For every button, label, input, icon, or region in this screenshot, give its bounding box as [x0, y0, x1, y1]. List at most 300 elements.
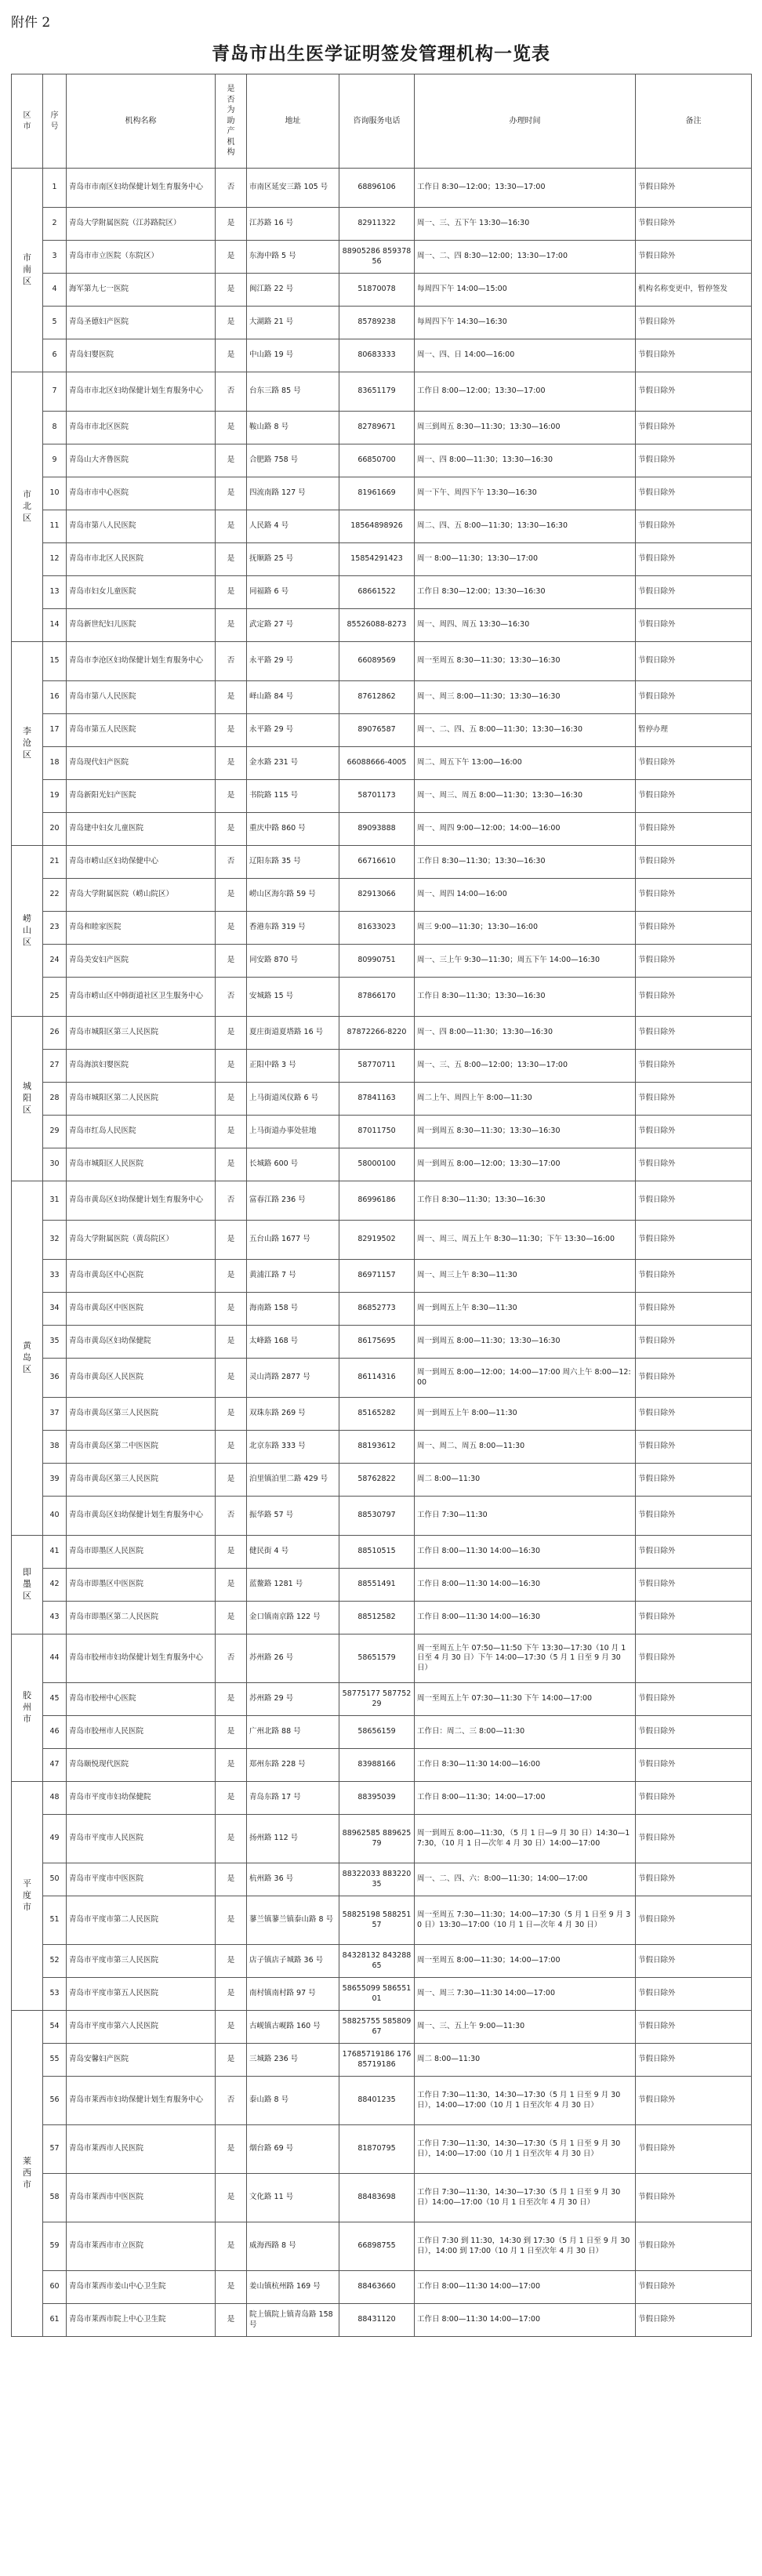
note-cell: 节假日除外	[636, 681, 752, 714]
hours-cell: 周一、四、日 14:00—16:00	[415, 339, 636, 372]
name-cell: 海军第九七一医院	[67, 274, 216, 307]
note-cell: 节假日除外	[636, 1083, 752, 1116]
hours-cell: 周一、三上午 9:30—11:30；周五下午 14:00—16:30	[415, 945, 636, 978]
address-cell: 长城路 600 号	[247, 1148, 339, 1181]
note-cell: 节假日除外	[636, 912, 752, 945]
hours-cell: 周一、周二、周五 8:00—11:30	[415, 1431, 636, 1464]
address-cell: 苏州路 29 号	[247, 1683, 339, 1716]
phone-cell: 85165282	[339, 1398, 415, 1431]
address-cell: 泰山路 8 号	[247, 2077, 339, 2125]
midwifery-cell: 是	[216, 1782, 247, 1815]
note-cell: 节假日除外	[636, 1749, 752, 1782]
name-cell: 青岛市黄岛区中医医院	[67, 1293, 216, 1326]
address-cell: 东海中路 5 号	[247, 241, 339, 274]
table-row	[12, 1326, 752, 1359]
table-row	[12, 1050, 752, 1083]
midwifery-cell: 是	[216, 1815, 247, 1863]
midwifery-cell: 是	[216, 1116, 247, 1148]
address-cell: 古岘镇古岘路 160 号	[247, 2011, 339, 2044]
note-cell: 节假日除外	[636, 241, 752, 274]
address-cell: 金口镇南京路 122 号	[247, 1602, 339, 1634]
midwifery-cell: 是	[216, 681, 247, 714]
phone-cell: 58770711	[339, 1050, 415, 1083]
phone-cell: 86971157	[339, 1260, 415, 1293]
note-cell: 节假日除外	[636, 1945, 752, 1978]
table-row	[12, 2125, 752, 2174]
table-row	[12, 1148, 752, 1181]
hours-cell: 周二、四、五 8:00—11:30；13:30—16:30	[415, 510, 636, 543]
phone-cell: 81870795	[339, 2125, 415, 2174]
table-row	[12, 412, 752, 444]
table-row	[12, 1863, 752, 1896]
address-cell: 江苏路 16 号	[247, 208, 339, 241]
hours-cell: 工作日 8:30—11:30；13:30—16:30	[415, 1181, 636, 1221]
address-cell: 人民路 4 号	[247, 510, 339, 543]
note-cell: 节假日除外	[636, 1863, 752, 1896]
address-cell: 大湖路 21 号	[247, 307, 339, 339]
table-row	[12, 1978, 752, 2011]
seq-cell: 49	[43, 1815, 67, 1863]
address-cell: 威海西路 8 号	[247, 2222, 339, 2271]
district-cell	[12, 1536, 43, 1634]
address-cell: 振华路 57 号	[247, 1497, 339, 1536]
seq-cell: 61	[43, 2304, 67, 2337]
seq-cell: 2	[43, 208, 67, 241]
table-row	[12, 1116, 752, 1148]
seq-cell: 56	[43, 2077, 67, 2125]
table-row	[12, 1945, 752, 1978]
name-cell: 青岛市即墨区中医医院	[67, 1569, 216, 1602]
header-address: 地址	[247, 74, 339, 169]
note-cell: 节假日除外	[636, 1896, 752, 1945]
hours-cell: 周一至周五上午 07:50—11:50 下午 13:30—17:30（10 月 1 日至 4 月 30 日）下午 14:00—17:30（5 月 1 日至 9 月 30 日）	[415, 1634, 636, 1683]
phone-cell: 80990751	[339, 945, 415, 978]
district-label: 市南区	[23, 252, 31, 286]
address-cell: 扬州路 112 号	[247, 1815, 339, 1863]
address-cell: 金水路 231 号	[247, 747, 339, 780]
header-district: 区市	[12, 74, 43, 169]
phone-cell: 88510515	[339, 1536, 415, 1569]
seq-cell: 41	[43, 1536, 67, 1569]
name-cell: 青岛市崂山区妇幼保健中心	[67, 846, 216, 879]
hours-cell: 工作日 8:30—11:30 14:00—16:00	[415, 1749, 636, 1782]
table-row	[12, 576, 752, 609]
phone-cell: 80683333	[339, 339, 415, 372]
midwifery-cell: 是	[216, 1431, 247, 1464]
district-cell	[12, 1017, 43, 1181]
phone-cell: 15854291423	[339, 543, 415, 576]
seq-cell: 8	[43, 412, 67, 444]
table-row	[12, 1716, 752, 1749]
name-cell: 青岛市红岛人民医院	[67, 1116, 216, 1148]
address-cell: 苏州路 26 号	[247, 1634, 339, 1683]
phone-cell: 82913066	[339, 879, 415, 912]
name-cell: 青岛市市立医院（东院区）	[67, 241, 216, 274]
seq-cell: 38	[43, 1431, 67, 1464]
phone-cell: 87841163	[339, 1083, 415, 1116]
note-cell: 节假日除外	[636, 1683, 752, 1716]
name-cell: 青岛妇婴医院	[67, 339, 216, 372]
note-cell: 节假日除外	[636, 1536, 752, 1569]
note-cell: 节假日除外	[636, 1634, 752, 1683]
midwifery-cell: 是	[216, 2044, 247, 2077]
table-row	[12, 1083, 752, 1116]
note-cell: 节假日除外	[636, 2044, 752, 2077]
address-cell: 中山路 19 号	[247, 339, 339, 372]
address-cell: 院上镇院上镇青岛路 158 号	[247, 2304, 339, 2337]
phone-cell: 88551491	[339, 1569, 415, 1602]
hours-cell: 工作日 8:30—12:00；13:30—16:30	[415, 576, 636, 609]
phone-cell: 83651179	[339, 372, 415, 412]
hours-cell: 工作日 8:00—11:30 14:00—16:30	[415, 1536, 636, 1569]
address-cell: 合肥路 758 号	[247, 444, 339, 477]
address-cell: 蓼兰镇蓼兰镇泰山路 8 号	[247, 1896, 339, 1945]
note-cell: 节假日除外	[636, 307, 752, 339]
midwifery-cell: 否	[216, 169, 247, 208]
address-cell: 书院路 115 号	[247, 780, 339, 813]
table-row	[12, 1683, 752, 1716]
district-label: 平度市	[23, 1878, 31, 1912]
hours-cell: 周一、周四、周五 13:30—16:30	[415, 609, 636, 642]
address-cell: 崂山区海尔路 59 号	[247, 879, 339, 912]
note-cell: 节假日除外	[636, 1497, 752, 1536]
phone-cell: 58655099 58655101	[339, 1978, 415, 2011]
hours-cell: 工作日 8:30—11:30；13:30—16:30	[415, 846, 636, 879]
midwifery-cell: 是	[216, 714, 247, 747]
hours-cell: 周一、周四 14:00—16:00	[415, 879, 636, 912]
name-cell: 青岛市黄岛区妇幼保健计划生育服务中心	[67, 1497, 216, 1536]
name-cell: 青岛市黄岛区第三人民医院	[67, 1398, 216, 1431]
table-row	[12, 1497, 752, 1536]
header-note: 备注	[636, 74, 752, 169]
institution-table	[11, 74, 752, 2337]
hours-cell: 工作日 8:00—11:30 14:00—16:30	[415, 1569, 636, 1602]
midwifery-cell: 是	[216, 1464, 247, 1497]
seq-cell: 26	[43, 1017, 67, 1050]
midwifery-cell: 是	[216, 241, 247, 274]
midwifery-cell: 是	[216, 208, 247, 241]
phone-cell: 66716610	[339, 846, 415, 879]
hours-cell: 周一、二、四 8:30—12:00；13:30—17:00	[415, 241, 636, 274]
district-label: 黄岛区	[23, 1340, 31, 1374]
table-row	[12, 879, 752, 912]
midwifery-cell: 是	[216, 609, 247, 642]
phone-cell: 58000100	[339, 1148, 415, 1181]
name-cell: 青岛新阳光妇产医院	[67, 780, 216, 813]
phone-cell: 66089569	[339, 642, 415, 681]
hours-cell: 周一、二、四、六：8:00—11:30；14:00—17:00	[415, 1863, 636, 1896]
table-row	[12, 1634, 752, 1683]
phone-cell: 87866170	[339, 978, 415, 1017]
table-row	[12, 477, 752, 510]
address-cell: 店子镇店子城路 36 号	[247, 1945, 339, 1978]
address-cell: 安城路 15 号	[247, 978, 339, 1017]
hours-cell: 工作日 8:30—11:30；13:30—16:30	[415, 978, 636, 1017]
hours-cell: 周一至周五上午 07:30—11:30 下午 14:00—17:00	[415, 1683, 636, 1716]
address-cell: 上马街道凤仪路 6 号	[247, 1083, 339, 1116]
seq-cell: 30	[43, 1148, 67, 1181]
address-cell: 双珠东路 269 号	[247, 1398, 339, 1431]
table-row	[12, 1896, 752, 1945]
district-cell	[12, 1782, 43, 2011]
seq-cell: 60	[43, 2271, 67, 2304]
seq-cell: 47	[43, 1749, 67, 1782]
address-cell: 太峰路 168 号	[247, 1326, 339, 1359]
seq-cell: 57	[43, 2125, 67, 2174]
note-cell: 节假日除外	[636, 2271, 752, 2304]
hours-cell: 周一到周五 8:00—11:30，（5 月 1 日—9 月 30 日）14:30—17:30，（10 月 1 日—次年 4 月 30 日）14:00—17:00	[415, 1815, 636, 1863]
name-cell: 青岛市莱西市姜山中心卫生院	[67, 2271, 216, 2304]
hours-cell: 周一到周五上午 8:30—11:30	[415, 1293, 636, 1326]
midwifery-cell: 是	[216, 2304, 247, 2337]
hours-cell: 工作日：周二、三 8:00—11:30	[415, 1716, 636, 1749]
district-cell	[12, 1181, 43, 1536]
seq-cell: 4	[43, 274, 67, 307]
phone-cell: 85526088-8273	[339, 609, 415, 642]
midwifery-cell: 是	[216, 879, 247, 912]
header-phone: 咨询服务电话	[339, 74, 415, 169]
district-label: 李沧区	[23, 725, 31, 760]
table-row	[12, 2271, 752, 2304]
midwifery-cell: 否	[216, 2077, 247, 2125]
hours-cell: 周二 8:00—11:30	[415, 1464, 636, 1497]
table-row	[12, 609, 752, 642]
note-cell: 节假日除外	[636, 2304, 752, 2337]
table-body	[12, 169, 752, 2337]
name-cell: 青岛市即墨区人民医院	[67, 1536, 216, 1569]
midwifery-cell: 否	[216, 978, 247, 1017]
note-cell: 节假日除外	[636, 1326, 752, 1359]
note-cell: 节假日除外	[636, 1148, 752, 1181]
midwifery-cell: 是	[216, 2174, 247, 2222]
name-cell: 青岛市平度市第六人民医院	[67, 2011, 216, 2044]
hours-cell: 周一、四 8:00—11:30；13:30—16:30	[415, 1017, 636, 1050]
note-cell: 节假日除外	[636, 372, 752, 412]
note-cell: 节假日除外	[636, 1221, 752, 1260]
address-cell: 同安路 870 号	[247, 945, 339, 978]
seq-cell: 59	[43, 2222, 67, 2271]
name-cell: 青岛市莱西市院上中心卫生院	[67, 2304, 216, 2337]
table-row	[12, 681, 752, 714]
district-cell	[12, 2011, 43, 2337]
table-row	[12, 444, 752, 477]
seq-cell: 9	[43, 444, 67, 477]
midwifery-cell: 是	[216, 1050, 247, 1083]
phone-cell: 68896106	[339, 169, 415, 208]
name-cell: 青岛市李沧区妇幼保健计划生育服务中心	[67, 642, 216, 681]
midwifery-cell: 是	[216, 1569, 247, 1602]
phone-cell: 66088666-4005	[339, 747, 415, 780]
note-cell: 节假日除外	[636, 2011, 752, 2044]
phone-cell: 83988166	[339, 1749, 415, 1782]
header-seq: 序号	[43, 74, 67, 169]
note-cell: 节假日除外	[636, 1293, 752, 1326]
address-cell: 文化路 11 号	[247, 2174, 339, 2222]
note-cell: 节假日除外	[636, 1782, 752, 1815]
note-cell: 节假日除外	[636, 1815, 752, 1863]
hours-cell: 工作日 7:30—11:30	[415, 1497, 636, 1536]
midwifery-cell: 是	[216, 477, 247, 510]
hours-cell: 周一 8:00—11:30；13:30—17:00	[415, 543, 636, 576]
phone-cell: 87872266-8220	[339, 1017, 415, 1050]
seq-cell: 42	[43, 1569, 67, 1602]
district-cell	[12, 169, 43, 372]
address-cell: 健民街 4 号	[247, 1536, 339, 1569]
note-cell: 节假日除外	[636, 1978, 752, 2011]
hours-cell: 周二上午、周四上午 8:00—11:30	[415, 1083, 636, 1116]
midwifery-cell: 是	[216, 576, 247, 609]
name-cell: 青岛市平度市中医医院	[67, 1863, 216, 1896]
phone-cell: 84328132 84328865	[339, 1945, 415, 1978]
table-row	[12, 1569, 752, 1602]
name-cell: 青岛建中妇女儿童医院	[67, 813, 216, 846]
midwifery-cell: 是	[216, 412, 247, 444]
midwifery-cell: 否	[216, 372, 247, 412]
address-cell: 永平路 29 号	[247, 642, 339, 681]
table-row	[12, 945, 752, 978]
seq-cell: 15	[43, 642, 67, 681]
phone-cell: 58775177 58775229	[339, 1683, 415, 1716]
seq-cell: 39	[43, 1464, 67, 1497]
seq-cell: 13	[43, 576, 67, 609]
district-label: 城阳区	[23, 1080, 31, 1115]
midwifery-cell: 是	[216, 1148, 247, 1181]
phone-cell: 88512582	[339, 1602, 415, 1634]
phone-cell: 88962585 88962579	[339, 1815, 415, 1863]
seq-cell: 45	[43, 1683, 67, 1716]
address-cell: 台东三路 85 号	[247, 372, 339, 412]
seq-cell: 46	[43, 1716, 67, 1749]
address-cell: 烟台路 69 号	[247, 2125, 339, 2174]
table-row	[12, 1815, 752, 1863]
name-cell: 青岛市即墨区第二人民医院	[67, 1602, 216, 1634]
seq-cell: 19	[43, 780, 67, 813]
name-cell: 青岛新世纪妇儿医院	[67, 609, 216, 642]
midwifery-cell: 否	[216, 846, 247, 879]
header-name: 机构名称	[67, 74, 216, 169]
phone-cell: 88463660	[339, 2271, 415, 2304]
hours-cell: 周一至周五 8:30—11:30；13:30—16:30	[415, 642, 636, 681]
note-cell: 节假日除外	[636, 747, 752, 780]
table-row	[12, 339, 752, 372]
note-cell: 节假日除外	[636, 2077, 752, 2125]
table-row	[12, 747, 752, 780]
note-cell: 机构名称变更中，暂停签发	[636, 274, 752, 307]
name-cell: 青岛市黄岛区第二中医医院	[67, 1431, 216, 1464]
midwifery-cell: 是	[216, 1221, 247, 1260]
address-cell: 南村镇南村路 97 号	[247, 1978, 339, 2011]
hours-cell: 周一到周五 8:00—12:00；14:00—17:00 周六上午 8:00—12:00	[415, 1359, 636, 1398]
seq-cell: 43	[43, 1602, 67, 1634]
table-row	[12, 912, 752, 945]
address-cell: 闽江路 22 号	[247, 274, 339, 307]
name-cell: 青岛大学附属医院（崂山院区）	[67, 879, 216, 912]
name-cell: 青岛颐悦现代医院	[67, 1749, 216, 1782]
name-cell: 青岛现代妇产医院	[67, 747, 216, 780]
address-cell: 上马街道办事处驻地	[247, 1116, 339, 1148]
midwifery-cell: 是	[216, 339, 247, 372]
midwifery-cell: 是	[216, 1602, 247, 1634]
address-cell: 海南路 158 号	[247, 1293, 339, 1326]
hours-cell: 工作日 8:00—11:30 14:00—17:00	[415, 2271, 636, 2304]
seq-cell: 28	[43, 1083, 67, 1116]
table-row	[12, 169, 752, 208]
address-cell: 永平路 29 号	[247, 714, 339, 747]
midwifery-cell: 是	[216, 1749, 247, 1782]
seq-cell: 48	[43, 1782, 67, 1815]
hours-cell: 周一、周三 8:00—11:30；13:30—16:30	[415, 681, 636, 714]
phone-cell: 58825198 58825157	[339, 1896, 415, 1945]
hours-cell: 周三到周五 8:30—11:30；13:30—16:00	[415, 412, 636, 444]
phone-cell: 86175695	[339, 1326, 415, 1359]
midwifery-cell: 是	[216, 1398, 247, 1431]
name-cell: 青岛市崂山区中韩街道社区卫生服务中心	[67, 978, 216, 1017]
phone-cell: 82911322	[339, 208, 415, 241]
note-cell: 节假日除外	[636, 1398, 752, 1431]
table-row	[12, 846, 752, 879]
midwifery-cell: 是	[216, 1863, 247, 1896]
note-cell: 节假日除外	[636, 2125, 752, 2174]
address-cell: 杭州路 36 号	[247, 1863, 339, 1896]
phone-cell: 58825755 58580967	[339, 2011, 415, 2044]
hours-cell: 周二、周五下午 13:00—16:00	[415, 747, 636, 780]
phone-cell: 58701173	[339, 780, 415, 813]
seq-cell: 34	[43, 1293, 67, 1326]
name-cell: 青岛安馨妇产医院	[67, 2044, 216, 2077]
table-row	[12, 1536, 752, 1569]
seq-cell: 3	[43, 241, 67, 274]
table-row	[12, 1782, 752, 1815]
district-cell	[12, 846, 43, 1017]
table-row	[12, 510, 752, 543]
name-cell: 青岛美安妇产医院	[67, 945, 216, 978]
hours-cell: 周一、二、四、五 8:00—11:30；13:30—16:30	[415, 714, 636, 747]
address-cell: 灵山湾路 2877 号	[247, 1359, 339, 1398]
address-cell: 富春江路 236 号	[247, 1181, 339, 1221]
note-cell: 节假日除外	[636, 978, 752, 1017]
phone-cell: 86852773	[339, 1293, 415, 1326]
seq-cell: 24	[43, 945, 67, 978]
table-row	[12, 2011, 752, 2044]
seq-cell: 44	[43, 1634, 67, 1683]
note-cell: 节假日除外	[636, 2222, 752, 2271]
phone-cell: 58762822	[339, 1464, 415, 1497]
hours-cell: 每周四下午 14:30—16:30	[415, 307, 636, 339]
midwifery-cell: 否	[216, 1497, 247, 1536]
table-row	[12, 543, 752, 576]
district-label: 崂山区	[23, 912, 31, 947]
midwifery-cell: 是	[216, 1978, 247, 2011]
seq-cell: 12	[43, 543, 67, 576]
address-cell: 峄山路 84 号	[247, 681, 339, 714]
address-cell: 市南区延安三路 105 号	[247, 169, 339, 208]
note-cell: 节假日除外	[636, 642, 752, 681]
address-cell: 辽阳东路 35 号	[247, 846, 339, 879]
name-cell: 青岛市城阳区人民医院	[67, 1148, 216, 1181]
annex-label: 附件 2	[11, 15, 51, 31]
hours-cell: 周一、周三上午 8:30—11:30	[415, 1260, 636, 1293]
table-row	[12, 208, 752, 241]
phone-cell: 82919502	[339, 1221, 415, 1260]
address-cell: 北京东路 333 号	[247, 1431, 339, 1464]
name-cell: 青岛市第八人民医院	[67, 681, 216, 714]
midwifery-cell: 是	[216, 1945, 247, 1978]
seq-cell: 21	[43, 846, 67, 879]
note-cell: 节假日除外	[636, 208, 752, 241]
name-cell: 青岛市城阳区第三人民医院	[67, 1017, 216, 1050]
phone-cell: 88193612	[339, 1431, 415, 1464]
note-cell: 节假日除外	[636, 945, 752, 978]
